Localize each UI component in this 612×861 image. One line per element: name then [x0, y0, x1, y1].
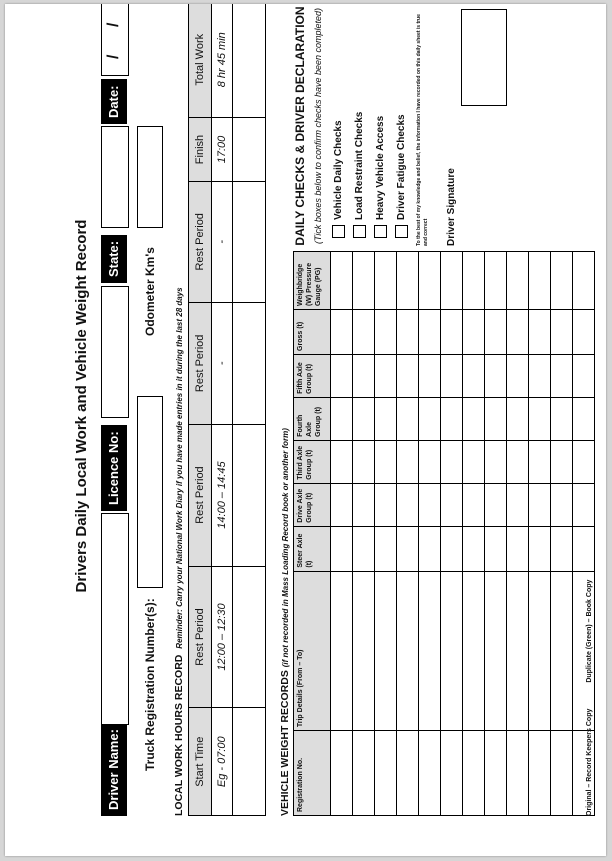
date-separator: /	[105, 22, 122, 27]
work-hours-reminder: Reminder: Carry your National Work Diary if you have made entries in it during the last 28 days	[175, 287, 184, 649]
vehicle-weights-subtitle: (if not recorded in Mass Loading Record book or another form)	[281, 428, 290, 668]
table-row	[419, 252, 441, 816]
declaration-note: (Tick boxes below to confirm checks have been completed)	[313, 7, 323, 245]
col-gross: Gross (t)	[294, 310, 331, 355]
table-row	[529, 252, 551, 816]
driver-fatigue-checks-checkbox[interactable]: Driver Fatigue Checks	[395, 6, 408, 238]
table-row	[353, 252, 375, 816]
example-cell: 14:00 – 14:45	[212, 424, 233, 566]
col-drive-axle: Drive Axle Group (t)	[294, 483, 331, 526]
driver-name-label: Driver Name:	[101, 723, 127, 816]
vehicle-weights-table	[293, 251, 595, 816]
original-copy-note: Original – Record Keepers Copy	[586, 708, 593, 816]
licence-no-label: Licence No:	[101, 425, 127, 511]
table-row	[507, 252, 529, 816]
table-row	[485, 252, 507, 816]
driver-signature-label: Driver Signature	[446, 168, 457, 246]
col-start-time: Start Time	[189, 708, 212, 816]
work-hours-table	[188, 4, 266, 816]
checkbox-icon	[353, 225, 366, 238]
duplicate-copy-note: Duplicate (Green) – Book Copy	[586, 579, 593, 683]
col-steer-axle: Steer Axle (t)	[294, 526, 331, 571]
declaration-title: DAILY CHECKS & DRIVER DECLARATION	[293, 6, 307, 246]
table-row	[375, 252, 397, 816]
col-fourth-axle: Fourth Axle Group (t)	[294, 397, 331, 440]
checkbox-icon	[374, 225, 387, 238]
truck-registration-label: Truck Registration Number(s):	[143, 598, 157, 771]
form-page	[5, 4, 606, 856]
declaration-statement: To the best of my knowledge and belief, the information I have recorded on this daily sheet is true and correct	[416, 14, 429, 246]
col-rest-period: Rest Period	[189, 303, 212, 425]
example-cell: 17:00	[212, 118, 233, 181]
odometer-label: Odometer Km's	[143, 247, 157, 336]
example-cell: -	[212, 181, 233, 303]
state-field[interactable]	[101, 126, 129, 228]
col-rest-period: Rest Period	[189, 181, 212, 303]
example-row	[212, 4, 233, 816]
table-row	[441, 252, 463, 816]
col-finish: Finish	[189, 118, 212, 181]
load-restraint-checks-checkbox[interactable]: Load Restraint Checks	[353, 6, 366, 238]
col-total-work: Total Work	[189, 4, 212, 118]
date-label: Date:	[101, 79, 127, 124]
col-rest-period: Rest Period	[189, 424, 212, 566]
example-cell: 8 hr 45 min	[212, 4, 233, 118]
truck-registration-field[interactable]	[137, 396, 163, 588]
col-fifth-axle: Fifth Axle Group (t)	[294, 354, 331, 397]
rotated-form	[63, 4, 603, 816]
checkbox-icon	[395, 225, 408, 238]
table-row	[397, 252, 419, 816]
table-row	[463, 252, 485, 816]
col-registration: Registration No.	[294, 731, 331, 816]
date-separator: /	[105, 54, 122, 59]
copy-footer	[586, 580, 593, 816]
form-title: Drivers Daily Local Work and Vehicle Weight Record	[73, 219, 90, 593]
table-row	[331, 252, 353, 816]
example-cell: Eg - 07:00	[212, 708, 233, 816]
work-hours-heading	[173, 287, 185, 816]
work-hours-title: LOCAL WORK HOURS RECORD	[173, 654, 185, 816]
vehicle-daily-checks-checkbox[interactable]: Vehicle Daily Checks	[332, 6, 345, 238]
state-label: State:	[101, 235, 127, 283]
date-field[interactable]	[101, 4, 129, 76]
driver-signature-box[interactable]	[461, 9, 507, 106]
col-trip-details: Trip Details (From – To)	[294, 571, 331, 731]
table-row	[233, 4, 266, 816]
col-rest-period: Rest Period	[189, 566, 212, 708]
vehicle-weights-title: VEHICLE WEIGHT RECORDS	[279, 670, 291, 816]
example-cell: 12:00 – 12:30	[212, 566, 233, 708]
vehicle-weights-heading	[279, 428, 291, 816]
driver-name-field[interactable]	[101, 513, 129, 725]
table-row	[551, 252, 573, 816]
heavy-vehicle-access-checkbox[interactable]: Heavy Vehicle Access	[374, 6, 387, 238]
col-weighbridge: Weighbridge (W) Pressure Gauge (PG)	[294, 252, 331, 310]
col-third-axle: Third Axle Group (t)	[294, 440, 331, 483]
licence-no-field[interactable]	[101, 286, 129, 418]
example-cell: -	[212, 303, 233, 425]
checkbox-icon	[332, 225, 345, 238]
declaration-panel	[293, 6, 507, 246]
odometer-field[interactable]	[137, 126, 163, 228]
